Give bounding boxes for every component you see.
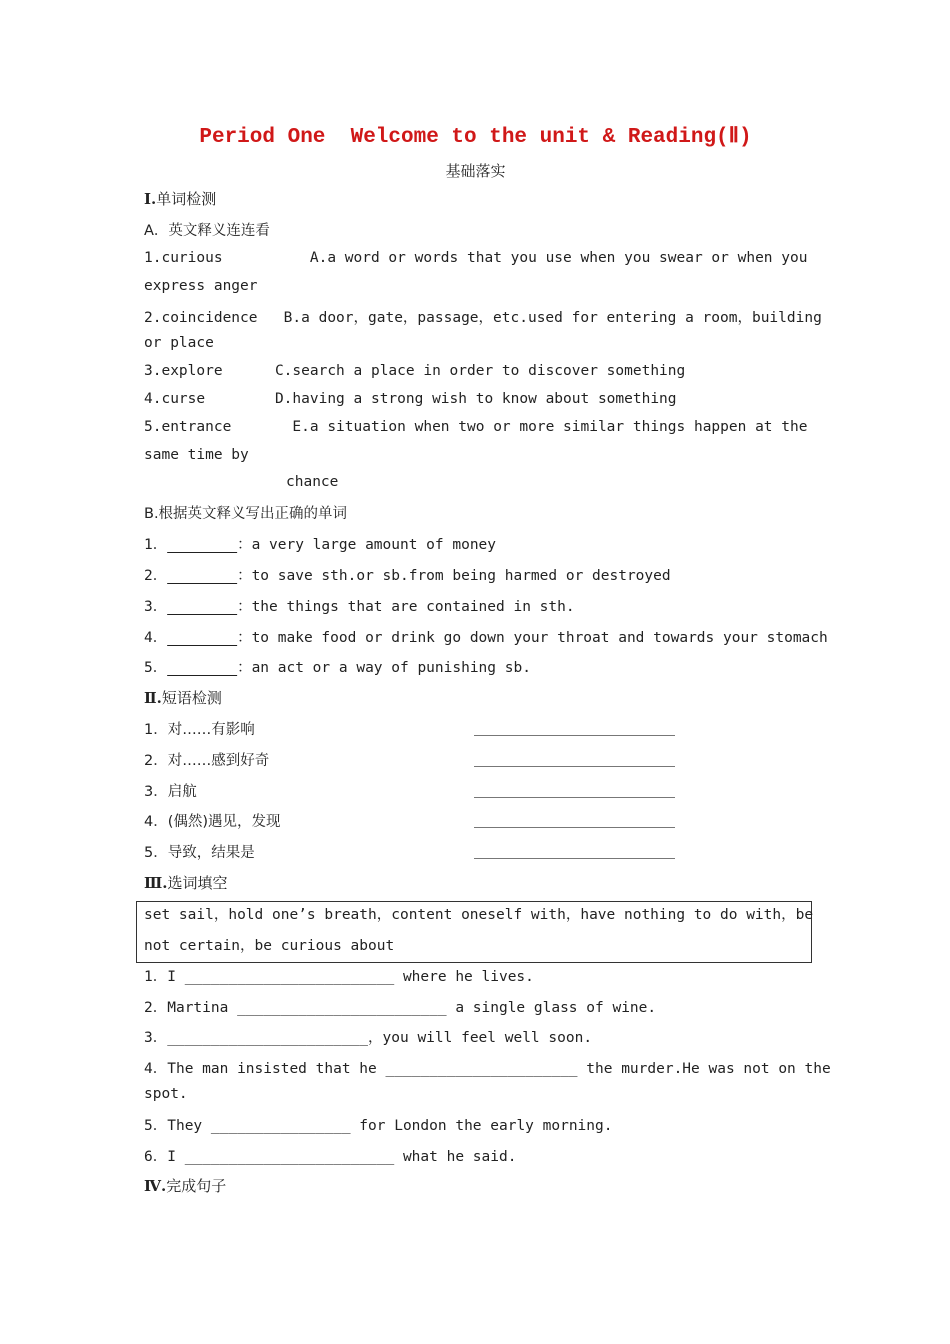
- word-blank[interactable]: ________: [167, 568, 238, 584]
- word-blank[interactable]: ________: [167, 630, 238, 646]
- definition-text: ：the things that are contained in sth.: [237, 599, 575, 615]
- item-number: 2．: [144, 568, 168, 584]
- item-number: 3．: [144, 599, 168, 615]
- phrase-item: 3．启航: [144, 784, 197, 800]
- match-row: or place: [144, 335, 214, 351]
- match-row: 2.coincidence B.a door，gate，passage，etc.used for entering a room，building: [144, 310, 822, 326]
- page-subtitle: 基础落实: [445, 162, 506, 180]
- fill-sentence: [144, 1145, 516, 1166]
- definition-text: ：to make food or drink go down your throat and towards your stomach: [237, 630, 828, 646]
- section-2-label: 短语检测: [161, 689, 222, 707]
- phrase-answer-line[interactable]: [474, 826, 675, 828]
- definition-item: [144, 564, 671, 585]
- sentence-start: 1．I: [144, 969, 185, 985]
- match-row: chance: [286, 474, 339, 490]
- definition-item: [144, 533, 496, 554]
- match-row: 5.entrance E.a situation when two or more similar things happen at the: [144, 419, 808, 435]
- item-number: 5．: [144, 660, 168, 676]
- section-1-number: Ⅰ.: [144, 190, 157, 208]
- definition-item: [144, 656, 531, 677]
- phrase-item: 1．对……有影响: [144, 722, 255, 738]
- sentence-start: 5．They: [144, 1118, 211, 1134]
- sentence-blank[interactable]: ________________________: [184, 969, 395, 985]
- sentence-start: 2．Martina: [144, 1000, 238, 1016]
- section-4-label: 完成句子: [166, 1177, 227, 1195]
- section-2-number: Ⅱ.: [144, 689, 162, 707]
- sentence-blank[interactable]: _______________________: [167, 1030, 369, 1046]
- section-1-heading: [144, 188, 216, 209]
- fill-sentence: [144, 996, 656, 1017]
- word-blank[interactable]: ________: [167, 537, 238, 553]
- fill-sentence-continued: spot.: [144, 1086, 188, 1102]
- definition-text: ：a very large amount of money: [237, 537, 497, 553]
- section-2-heading: [144, 687, 222, 708]
- section-4-number: Ⅳ.: [144, 1177, 167, 1195]
- sentence-end: ，you will feel well soon.: [368, 1030, 593, 1046]
- definition-text: ：to save sth.or sb.from being harmed or destroyed: [237, 568, 671, 584]
- match-row: express anger: [144, 278, 258, 294]
- word-blank[interactable]: ________: [167, 660, 238, 676]
- page-title: Period One Welcome to the unit & Reading(Ⅱ): [199, 126, 752, 149]
- part-b-heading: B.根据英文释义写出正确的单词: [144, 506, 348, 522]
- sentence-end: where he lives.: [394, 969, 534, 985]
- sentence-end: a single glass of wine.: [446, 1000, 657, 1016]
- phrase-item: 5．导致，结果是: [144, 845, 255, 861]
- fill-sentence: [144, 1114, 612, 1135]
- sentence-end: for London the early morning.: [350, 1118, 613, 1134]
- section-3-label: 选词填空: [167, 874, 228, 892]
- section-3-number: Ⅲ.: [144, 874, 168, 892]
- phrase-answer-line[interactable]: [474, 857, 675, 859]
- match-row: same time by: [144, 447, 249, 463]
- match-row: 4.curse D.having a strong wish to know about something: [144, 391, 677, 407]
- definition-item: [144, 595, 575, 616]
- sentence-blank[interactable]: ______________________: [385, 1061, 578, 1077]
- definition-item: [144, 626, 828, 647]
- sentence-end: the murder.He was not on the: [577, 1061, 831, 1077]
- match-row: 1.curious A.a word or words that you use when you swear or when you: [144, 250, 808, 266]
- sentence-blank[interactable]: ________________: [210, 1118, 351, 1134]
- fill-sentence: [144, 965, 534, 986]
- sentence-start: 6．I: [144, 1149, 185, 1165]
- section-4-heading: [144, 1175, 226, 1196]
- item-number: 4．: [144, 630, 168, 646]
- match-row: 3.explore C.search a place in order to discover something: [144, 363, 686, 379]
- part-a-heading: A．英文释义连连看: [144, 223, 270, 239]
- phrase-answer-line[interactable]: [474, 796, 675, 798]
- sentence-blank[interactable]: ________________________: [237, 1000, 447, 1016]
- fill-sentence: [144, 1026, 592, 1047]
- word-blank[interactable]: ________: [167, 599, 238, 615]
- phrase-answer-line[interactable]: [474, 765, 675, 767]
- item-number: 1．: [144, 537, 168, 553]
- sentence-blank[interactable]: ________________________: [184, 1149, 395, 1165]
- word-bank-line: not certain，be curious about: [144, 938, 395, 954]
- fill-sentence: [144, 1057, 831, 1078]
- section-1-label: 单词检测: [156, 190, 217, 208]
- section-3-heading: [144, 872, 228, 893]
- phrase-answer-line[interactable]: [474, 734, 675, 736]
- phrase-item: 4．(偶然)遇见，发现: [144, 814, 281, 830]
- definition-text: ：an act or a way of punishing sb.: [237, 660, 531, 676]
- phrase-item: 2．对……感到好奇: [144, 753, 270, 769]
- sentence-end: what he said.: [394, 1149, 517, 1165]
- sentence-start: 4．The man insisted that he: [144, 1061, 386, 1077]
- word-bank-line: set sail，hold one’s breath，content oneself with，have nothing to do with，be: [144, 907, 814, 923]
- sentence-start: 3．: [144, 1030, 168, 1046]
